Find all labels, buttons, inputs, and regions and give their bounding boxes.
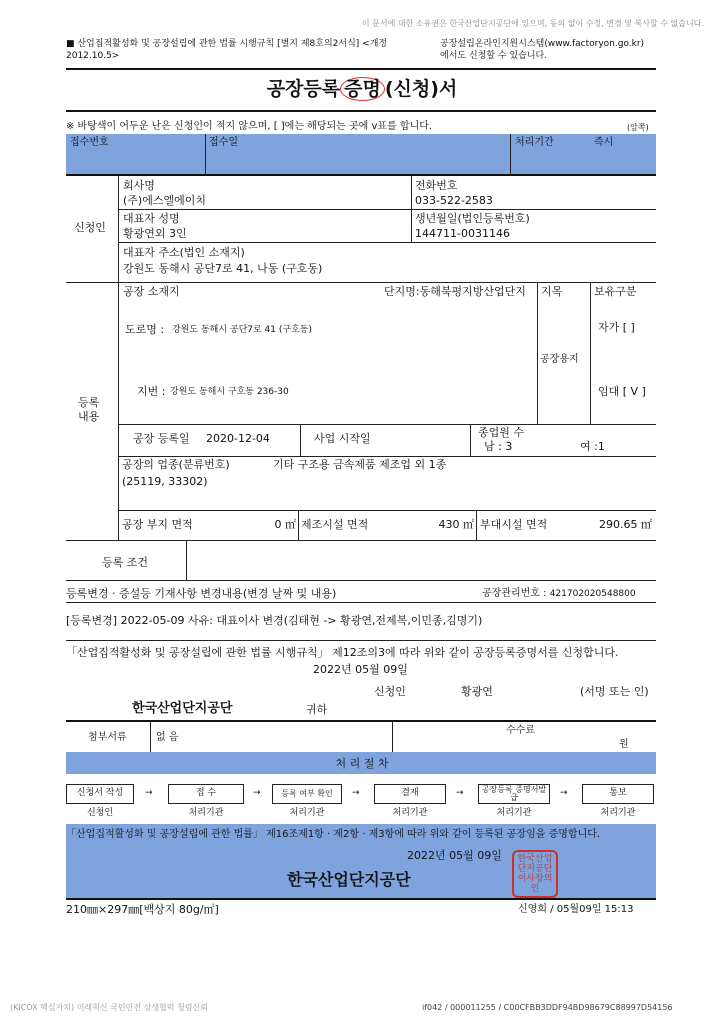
processing-period-value: 즉시 (594, 137, 614, 148)
birth-reg-value: 144711-0031146 (415, 227, 510, 240)
recipient-name: 한국산업단지공단 (132, 701, 233, 716)
reg-left-divider (118, 282, 119, 540)
receipt-row (66, 134, 656, 174)
conditions-label: 등록 조건 (102, 556, 149, 569)
female-label: 여 : (580, 440, 598, 453)
management-number-label: 공장관리번호 : (482, 588, 547, 599)
application-date: 2022년 05월 09일 (313, 663, 408, 676)
industry-value: 기타 구조용 금속제품 제조업 외 1종 (273, 458, 447, 471)
law-reference: ■ 산업집적활성화 및 공장설립에 관한 법률 시행규칙 [별지 제8호의2서식] <개정 (66, 39, 388, 49)
document-title (0, 80, 724, 99)
title-bottom-rule (66, 110, 656, 112)
auxiliary-area-value: 290.65 ㎡ (599, 518, 652, 531)
ownership-notice: 이 문서에 대한 소유권은 한국산업단지공단에 있으며, 동의 없이 수정, 변경 및 복사할 수 없습니다. (361, 19, 704, 28)
complex-name-label: 단지명: (384, 285, 420, 298)
address-label: 대표자 주소(법인 소재지) (123, 246, 245, 259)
auxiliary-area-label: 부대시설 면적 (480, 518, 548, 531)
registration-date-value: 2020-12-04 (206, 432, 270, 445)
arrow-icon: → (145, 788, 153, 798)
complex-name-value: 동해북평지방산업단지 (419, 285, 526, 298)
arrow-icon: → (352, 788, 360, 798)
female-value: 1 (597, 440, 605, 453)
phone-label: 전화번호 (415, 179, 458, 192)
step-receipt-actor: 처리기관 (188, 808, 224, 818)
receipt-number-label: 접수번호 (70, 137, 109, 148)
instruction-text: ※ 바탕색이 어두운 난은 신청인이 적지 않으며, [ ]에는 해당되는 곳에 v표를 합니다. (66, 121, 433, 132)
company-name-value: (주)에스엘에이치 (123, 194, 206, 207)
arrow-icon: → (560, 788, 568, 798)
changes-rule (66, 602, 656, 603)
recipient-suffix: 귀하 (306, 703, 328, 716)
attachments-value: 없 음 (156, 732, 179, 743)
factory-location-label: 공장 소재지 (123, 285, 180, 298)
applicant-left-divider (118, 176, 119, 282)
management-number-value: 421702020548800 (549, 589, 636, 599)
company-name-label: 회사명 (123, 179, 155, 192)
management-number (482, 589, 636, 599)
applicant-sign-label: 신청인 (374, 685, 406, 698)
online-system-notice: 공장설립온라인지원시스템(www.factoryon.go.kr) (440, 39, 645, 49)
male-label: 남 : (484, 440, 502, 453)
title-part-3: (신청)서 (384, 78, 458, 100)
step-approval-actor: 처리기관 (392, 808, 428, 818)
female-count (580, 441, 605, 452)
site-area-label: 공장 부지 면적 (122, 518, 193, 531)
certification-bottom-rule (66, 898, 656, 900)
step-review-box: 등록 여부 확인 (272, 784, 342, 804)
core-values-line: (KICOX 핵심가치) 미래혁신 국민안전 상생협력 청렴신뢰 (10, 1003, 208, 1012)
road-address-label: 도로명 : (125, 323, 165, 336)
step-issuance-box: 공장등록 증명서발급 (478, 784, 550, 804)
address-value: 강원도 동해시 공단7로 41, 나동 (구호동) (123, 262, 323, 275)
lot-address-value: 강원도 동해시 구호동 236-30 (170, 387, 289, 397)
step-receipt-box: 접 수 (168, 784, 244, 804)
reg-row-rule-1 (118, 424, 656, 425)
receipt-divider-1 (205, 134, 206, 174)
complex-name (384, 286, 526, 297)
receipt-divider-2 (510, 134, 511, 174)
land-use-value: 공장용지 (540, 354, 579, 365)
step-issuance-actor: 처리기관 (496, 808, 532, 818)
phone-value: 033-522-2583 (415, 194, 493, 207)
official-seal (512, 850, 558, 898)
fee-unit: 원 (619, 739, 629, 750)
reg-bottom-rule (66, 540, 656, 541)
title-top-rule (66, 68, 656, 70)
fee-label: 수수료 (506, 725, 535, 736)
industry-codes: (25119, 33302) (122, 475, 208, 488)
attachments-divider-1 (150, 722, 151, 752)
law-reference-date: 2012.10.5> (66, 51, 120, 61)
representative-label: 대표자 성명 (123, 212, 180, 225)
reg-row-rule-2 (118, 456, 656, 457)
applicant-row-rule-1 (118, 209, 656, 210)
issued-by: 신영희 / 05월09일 15:13 (518, 904, 634, 915)
aux-area-divider (476, 510, 477, 540)
ownership-left-divider (590, 282, 591, 424)
changes-label: 등록변경 · 증설등 기재사항 변경내용(변경 날짜 및 내용) (66, 587, 337, 600)
processing-period-label: 처리기간 (515, 137, 554, 148)
lot-address-label: 지번 : (137, 385, 166, 398)
attachments-divider-2 (392, 722, 393, 752)
step-application-actor: 신청인 (86, 808, 114, 818)
ownership-label: 보유구분 (594, 285, 637, 298)
applicant-bottom-rule (66, 282, 656, 283)
issuer-name: 한국산업단지공단 (287, 870, 411, 889)
manufacturing-area-label: 제조시설 면적 (301, 518, 369, 531)
male-count (484, 441, 512, 452)
industry-label: 공장의 업종(분류번호) (122, 458, 230, 471)
changes-bottom-rule (66, 640, 656, 641)
lease-option: 임대 [ V ] (598, 385, 646, 398)
seal-text: 한국산업단지공단이사장의인 (517, 854, 553, 894)
page-side-label: (앞쪽) (627, 123, 649, 132)
representative-value: 황광연외 3인 (123, 227, 187, 240)
employees-divider (470, 424, 471, 456)
jimok-label: 지목 (541, 285, 563, 298)
mfg-area-divider (298, 510, 299, 540)
certification-date: 2022년 05월 09일 (407, 849, 502, 862)
applicant-sign-name: 황광연 (461, 685, 493, 698)
step-notification-box: 통보 (582, 784, 654, 804)
applicant-row-rule-2 (118, 242, 656, 243)
attachments-top-rule (66, 720, 656, 722)
paper-spec: 210㎜×297㎜[백상지 80g/㎡] (66, 903, 219, 916)
own-option: 자가 [ ] (598, 321, 635, 334)
arrow-icon: → (456, 788, 464, 798)
step-notification-actor: 처리기관 (600, 808, 636, 818)
male-value: 3 (505, 440, 513, 453)
conditions-divider (186, 540, 187, 580)
registration-label-1: 등록 (78, 396, 100, 409)
road-address-value: 강원도 동해시 공단7로 41 (구호동) (172, 325, 312, 335)
registration-label-2: 내용 (78, 410, 100, 423)
attachments-label: 첨부서류 (88, 732, 127, 743)
site-area-value: 0 ㎡ (274, 518, 296, 531)
reg-row-rule-3 (118, 510, 656, 511)
employees-label: 종업원 수 (478, 426, 525, 439)
conditions-bottom-rule (66, 580, 656, 581)
certification-statement: 「산업집적활성화 및 공장설립에 관한 법률」 제16조제1항 · 제2항 · 제3항에 따라 위와 같이 등록된 공장임을 증명합니다. (66, 829, 601, 840)
manufacturing-area-value: 430 ㎡ (438, 518, 474, 531)
step-application-box: 신청서 작성 (66, 784, 134, 804)
start-date-divider (300, 424, 301, 456)
step-review-actor: 처리기관 (289, 808, 325, 818)
birth-reg-label: 생년월일(법인등록번호) (415, 212, 530, 225)
registration-date-label: 공장 등록일 (133, 432, 190, 445)
title-part-1: 공장등록 (266, 78, 341, 100)
receipt-bottom-rule (66, 174, 656, 176)
signature-placeholder: (서명 또는 인) (580, 685, 649, 698)
applicant-section-label: 신청인 (74, 221, 106, 234)
title-part-2-circled: 증명 (340, 77, 385, 101)
document-code: if042 / 000011255 / C00CFBB3DDF94BD98679C88997D54156 (422, 1003, 673, 1012)
procedure-title: 처 리 절 차 (335, 757, 389, 770)
jimok-left-divider (537, 282, 538, 424)
change-entry: [등록변경] 2022-05-09 사유: 대표이사 변경(김태현 -> 황광연,전제복,이민종,김명기) (66, 614, 483, 627)
receipt-date-label: 접수일 (209, 137, 238, 148)
online-system-notice-2: 에서도 신청할 수 있습니다. (440, 51, 548, 61)
step-approval-box: 결재 (374, 784, 446, 804)
business-start-label: 사업 시작일 (314, 432, 371, 445)
application-statement: 「산업집적활성화 및 공장설립에 관한 법률 시행규칙」 제12조의3에 따라 위와 같이 공장등록증명서를 신청합니다. (66, 646, 619, 659)
arrow-icon: → (253, 788, 261, 798)
